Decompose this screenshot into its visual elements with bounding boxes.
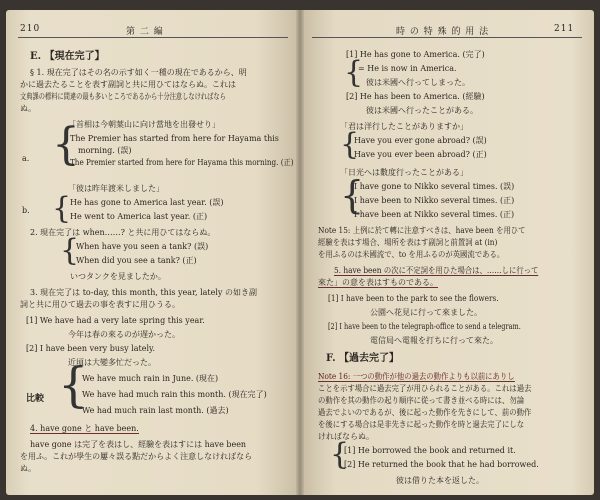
translation: 彼は借りた本を返した。 [396,476,484,485]
example-sentence: He went to America last year. (正) [70,212,208,221]
example-sentence: The Premier started from here for Hayama this morning. (正) [70,158,294,167]
translation: 電信局へ電報を打ちに行って來た。 [370,336,498,345]
example-sentence: [1] He has gone to America. (完了) [346,50,485,59]
example-sentence: The Premier has started from here for Hayama this [70,134,279,143]
text-line: § 1. 現在完了はその名の示す如く一種の現在であるから、明 [30,68,247,77]
note-16: Note 16: 一つの動作が他の過去の動作よりも以前にありし [318,372,515,381]
example-sentence: I have been to Nikko several times. (正) [354,196,515,205]
label-b: b. [22,206,30,215]
text-line: 過去でよいのであるが、後に起った動作を先きにして、前の動作 [318,408,532,417]
translation: 公園へ花見に行って來ました。 [370,308,482,317]
text-line: を後にする場合は是非先きに起った動作を時と過去完了にしな [318,420,525,429]
brace-2: { [60,233,80,268]
right-page-number: 211 [554,24,575,34]
example-sentence: [1] We have had a very late spring this year. [26,316,205,325]
translation: 近頃は大變多忙だった。 [68,358,156,367]
brace-b: { [52,191,72,226]
translation: 彼は米國へ行ってしまった。 [366,78,470,87]
example-sentence: [1] I have been to the park to see the flowers. [328,294,499,303]
left-running-title: 第 二 編 [126,27,164,37]
example-heading: 「彼は昨年渡米しました」 [68,184,164,193]
text-line: を用ふるのは米國流で、to を用ふるのが英國流である。 [318,250,505,259]
example-sentence: [2] I have been very busy lately. [26,344,155,353]
example-sentence: I have been at Nikko several times. (正) [354,210,515,219]
example-sentence: We have much rain in June. (現在) [82,374,219,383]
rule-item-3: 3. 現在完了は to-day, this month, this year, lately の如き副 [30,288,257,297]
text-line: ければならぬ。 [318,432,374,441]
example-sentence: He has gone to America last year. (誤) [70,198,224,207]
example-sentence: I have gone to Nikko several times. (誤) [354,182,515,191]
left-header-rule [18,37,288,38]
rule-item-4: 4. have gone と have been. [30,424,139,433]
text-line: have gone は完了を表はし、經驗を表はすには have been [30,440,247,449]
rule-item-2: 2. 現在完了は when……? と共に用ひてはならぬ。 [30,228,216,237]
example-sentence: When did you see a tank? (正) [76,256,197,265]
example-sentence: = He is now in America. [358,64,457,73]
section-heading-e: E. 【現在完了】 [30,51,105,62]
text-line: 經驗を表はす場合、場所を表はす副詞と前置詞 at (in) [318,238,498,247]
right-header-rule [312,37,582,38]
brace-a: { [52,119,80,170]
brace-3: { [340,173,365,217]
section-heading-f: F. 【過去完了】 [326,353,400,364]
example-sentence: [1] He borrowed the book and returned it. [344,446,516,455]
example-heading: 「首相は今朝葉山に向け當地を出發せり」 [68,120,220,129]
translation: いつタンクを見ましたか。 [70,272,166,281]
label-a: a. [22,154,30,163]
text-line: ぬ。 [20,104,36,113]
text-line: 文典課の標料に間違の最も多いところであるから十分注意しなければなら [20,92,226,101]
book-gutter [296,10,304,495]
translation: 今年は春の來るのが遅かった。 [68,330,180,339]
example-sentence: morning. (誤) [78,146,132,155]
note-15: Note 15: 上例に於て轉に注意すべきは、have been を用ひて [318,226,526,235]
text-line: ぬ。 [20,464,36,473]
text-line: の動作を其の動作の起り順序に從って書き並べる時には、勿論 [318,396,525,405]
open-book [6,10,594,495]
example-sentence: [2] He has been to America. (經驗) [346,92,485,101]
text-line: ことを示す場合に過去完了が用ひられることがある。これは過去 [318,384,532,393]
example-sentence: [2] He returned the book that he had borrowed. [344,460,539,469]
brace-comparison: { [58,357,89,413]
example-sentence: When have you seen a tank? (誤) [76,242,209,251]
text-line: 來た」の意を表はすものである。 [318,278,438,287]
translation: 彼は米國へ行ったことがある。 [366,106,478,115]
text-line: 詞と共に用ひて過去の事を表すに用ひうる。 [20,300,180,309]
example-sentence: [2] I have been to the telegraph-office to send a telegram. [328,322,521,331]
left-page [6,10,300,495]
brace-4: { [330,437,350,472]
text-line: かに過去たることを表す副詞と共に用ひてはならぬ。これは [20,80,236,89]
rule-item-5: 5. have been の次に不定詞を用ひた場合は、……しに行って [334,266,539,275]
text-line: を用ふ。これが學生の屢々誤る點だからよく注意しなければなら [20,452,253,461]
example-heading: 「日光へは數度行ったことがある」 [340,168,468,177]
right-running-title: 時 の 特 殊 的 用 法 [396,27,490,37]
example-sentence: We had much rain last month. (過去) [82,406,229,415]
example-sentence: Have you ever gone abroad? (誤) [354,136,487,145]
example-sentence: We have had much rain this month. (現在完了) [82,390,267,399]
label-comparison: 比較 [26,394,45,404]
brace-2: { [340,127,360,162]
example-sentence: Have you ever been abroad? (正) [354,150,487,159]
example-heading: 「君は洋行したことがありますか」 [340,122,468,131]
brace-1: { [344,55,364,90]
right-page [300,10,594,495]
left-page-number: 210 [20,24,41,34]
